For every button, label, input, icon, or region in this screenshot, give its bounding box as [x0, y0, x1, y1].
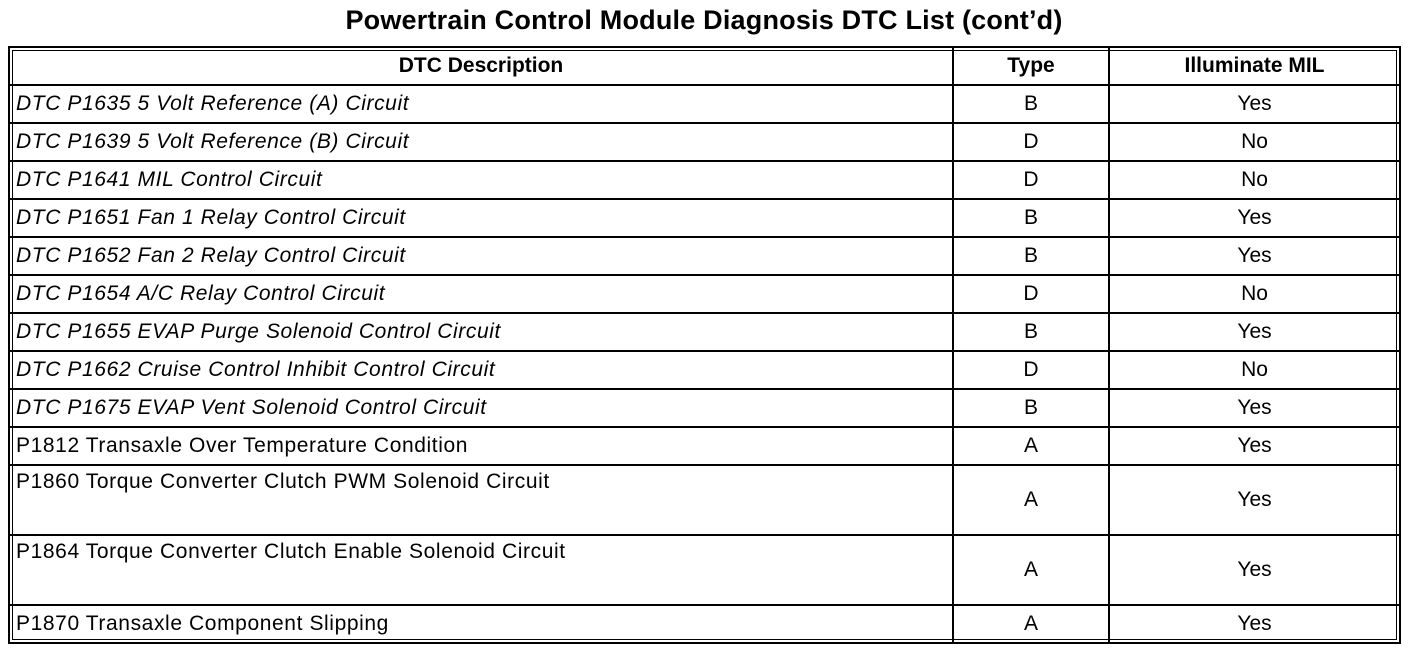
dtc-illuminate-mil: Yes: [1109, 389, 1400, 427]
dtc-illuminate-mil: Yes: [1109, 427, 1400, 465]
dtc-type: A: [953, 465, 1109, 535]
dtc-description: DTC P1635 5 Volt Reference (A) Circuit: [9, 85, 953, 123]
column-header-illuminate-mil: Illuminate MIL: [1109, 47, 1400, 85]
dtc-type: B: [953, 85, 1109, 123]
table-row: [9, 313, 1400, 351]
dtc-type: A: [953, 535, 1109, 605]
dtc-type: B: [953, 313, 1109, 351]
dtc-description: DTC P1654 A/C Relay Control Circuit: [9, 275, 953, 313]
dtc-illuminate-mil: Yes: [1109, 85, 1400, 123]
dtc-illuminate-mil: No: [1109, 161, 1400, 199]
dtc-description: DTC P1662 Cruise Control Inhibit Control Circuit: [9, 351, 953, 389]
dtc-type: B: [953, 199, 1109, 237]
dtc-type: D: [953, 123, 1109, 161]
dtc-description: DTC P1641 MIL Control Circuit: [9, 161, 953, 199]
column-header-description: DTC Description: [9, 47, 953, 85]
dtc-type: B: [953, 389, 1109, 427]
table-row: [9, 465, 1400, 535]
table-row: [9, 535, 1400, 605]
table-header-row: [9, 47, 1400, 85]
dtc-description: DTC P1675 EVAP Vent Solenoid Control Circuit: [9, 389, 953, 427]
dtc-type: B: [953, 237, 1109, 275]
dtc-illuminate-mil: No: [1109, 351, 1400, 389]
dtc-description: P1870 Transaxle Component Slipping: [9, 605, 953, 643]
table-row: [9, 427, 1400, 465]
table-row: [9, 237, 1400, 275]
dtc-description: P1812 Transaxle Over Temperature Condition: [9, 427, 953, 465]
dtc-illuminate-mil: Yes: [1109, 465, 1400, 535]
table-row: [9, 605, 1400, 643]
dtc-illuminate-mil: No: [1109, 275, 1400, 313]
dtc-illuminate-mil: Yes: [1109, 605, 1400, 643]
dtc-description: P1860 Torque Converter Clutch PWM Solenoid Circuit: [9, 465, 953, 535]
table-row: [9, 389, 1400, 427]
dtc-description: DTC P1651 Fan 1 Relay Control Circuit: [9, 199, 953, 237]
dtc-type: D: [953, 161, 1109, 199]
table-row: [9, 85, 1400, 123]
dtc-type: A: [953, 427, 1109, 465]
dtc-description: DTC P1652 Fan 2 Relay Control Circuit: [9, 237, 953, 275]
dtc-table: [8, 46, 1401, 644]
dtc-illuminate-mil: No: [1109, 123, 1400, 161]
dtc-description: P1864 Torque Converter Clutch Enable Solenoid Circuit: [9, 535, 953, 605]
table-row: [9, 275, 1400, 313]
table-row: [9, 123, 1400, 161]
page-title: Powertrain Control Module Diagnosis DTC List (cont’d): [345, 5, 1063, 35]
table-row: [9, 161, 1400, 199]
table-row: [9, 199, 1400, 237]
dtc-description: DTC P1639 5 Volt Reference (B) Circuit: [9, 123, 953, 161]
dtc-type: A: [953, 605, 1109, 643]
dtc-description: DTC P1655 EVAP Purge Solenoid Control Circuit: [9, 313, 953, 351]
dtc-illuminate-mil: Yes: [1109, 535, 1400, 605]
dtc-type: D: [953, 351, 1109, 389]
dtc-illuminate-mil: Yes: [1109, 237, 1400, 275]
column-header-type: Type: [953, 47, 1109, 85]
table-row: [9, 351, 1400, 389]
dtc-illuminate-mil: Yes: [1109, 313, 1400, 351]
dtc-illuminate-mil: Yes: [1109, 199, 1400, 237]
dtc-type: D: [953, 275, 1109, 313]
